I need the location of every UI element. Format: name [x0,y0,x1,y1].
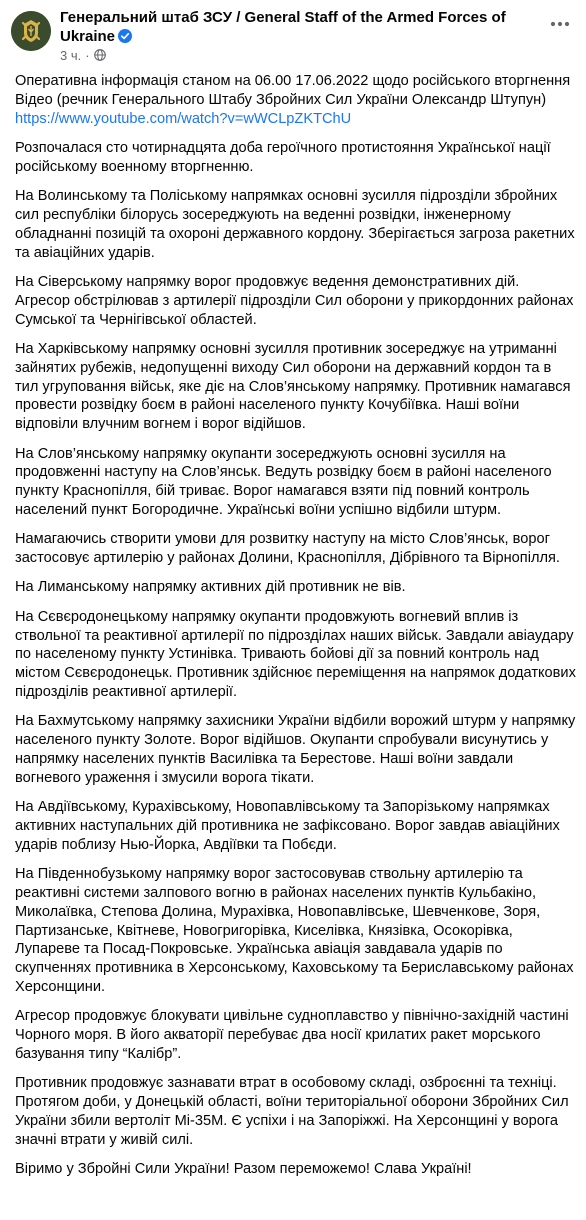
youtube-link[interactable]: https://www.youtube.com/watch?v=wWCLpZKTChU [15,110,352,127]
intro-video-credit: Відео (речник Генерального Штабу Збройних Сил України Олександр Штупун) [15,91,547,108]
post-paragraph: На Сіверському напрямку ворог продовжує ведення демонстративних дій. Агресор обстрілював з артилерії підрозділи Сил оборони у прикордонних районах Сумської та Чернігівської областей. [15,273,574,328]
post-body [15,72,577,1190]
post-paragraph: Розпочалася сто чотирнадцята доба героїчного протистояння Української нації російському военному вторгненню. [15,139,551,175]
coat-of-arms-icon [11,11,51,51]
post-paragraph: Агресор продовжує блокувати цивільне судноплавство у північно-західній частині Чорного моря. В його акваторії перебуває два носії крилатих ракет морського базування типу “Калібр”. [15,1008,569,1062]
post-timestamp[interactable]: 3 ч. [60,47,82,63]
meta-separator: · [85,47,90,63]
post-paragraph: На Слов’янському напрямку окупанти зосереджують основні зусилля на продовженні наступу на Слов’янськ. Ведуть розвідку боєм в районі населеного пункту Краснопілля, бій триває. Ворог намагався взяти під повний контроль населений пункт Богородичне. Українські воїни успішно відбили штурм. [15,445,552,518]
post-paragraph: На Південнобузькому напрямку ворог застосовував ствольну артилерію та реактивні системи залпового вогню в районах населених пунктів Кульбакіно, Миколаївка, Степова Долина, Мурахівка, Новопавлівське, Шевченкове, Зоря, Партизанське, Квітневе, Новогригорівка, Киселівка, Князівка, Осокорівка, Лупареве та Посад-Покровське. Українська авіація завдавала ударів по скупченнях противника в Херсонському, Каховському та Бериславському районах Херсонщини. [15,866,574,995]
avatar[interactable] [11,11,51,51]
intro-title: Оперативна інформація станом на 06.00 17.06.2022 щодо російського вторгнення [15,73,571,89]
post-paragraph: На Лиманському напрямку активних дій противник не вів. [15,579,406,596]
post-paragraph: Намагаючись створити умови для розвитку наступу на місто Слов’янськ, ворог застосовує артилерію у районах Долини, Краснопілля, Дібрівного та Вірнопілля. [15,531,560,567]
post-header [0,0,586,70]
post-paragraph: На Сєвєродонецькому напрямку окупанти продовжують вогневий вплив із ствольної та реактивної артилерії по підрозділах наших військ. Завдали авіаудару по населеному пункту Устинівка. Тривають бойові дії за повний контроль над містом Сєвєродонецьк. Противник здійснює переміщення на напрямок додаткових підрозділів реактивної артилерії. [15,608,576,701]
globe-icon[interactable] [94,49,106,61]
more-options-icon [550,21,570,27]
post-paragraph: На Харківському напрямку основні зусилля противник зосереджує на утриманні зайнятих рубежів, недопущенні виходу Сил оборони на державний кордон та в тил угруповання військ, яке діє на Слов’янському напрямку. Противник намагався провести розвідку боєм в районі населеного пункту Кочубіївка. Наші воїни відповіли влучним вогнем і ворог відійшов. [15,340,571,433]
more-options-button[interactable] [548,14,572,34]
post-paragraph: На Бахмутському напрямку захисники України відбили ворожий штурм у напрямку населеного пункту Золоте. Ворог відійшов. Окупанти спробували висунутись у напрямку населених пунктів Василівка та Берестове. Наші воїни завдали вогневого ураження і змусили ворога тікати. [15,713,576,786]
post-meta [60,47,106,63]
post-paragraph: На Волинському та Поліському напрямках основні зусилля підрозділи збройних сил республіки білорусь зосереджують на веденні розвідки, інженерному обладнанні позицій та охороні державного кордону. Зберігається загроза ракетних та авіаційних ударів. [15,188,575,261]
intro-block [15,72,577,128]
post-paragraph: Віримо у Збройні Сили України! Разом переможемо! Слава Україні! [15,1161,472,1178]
author-name-text[interactable]: Генеральний штаб ЗСУ / General Staff of the Armed Forces of Ukraine [60,9,506,45]
post-paragraph: На Авдіївському, Курахівському, Новопавлівському та Запорізькому напрямках активних наступальних дій противника не зафіксовано. Ворог завдав авіаційних ударів поблизу Нью-Йорка, Авдіївки та Побєди. [15,799,560,853]
verified-badge-icon [118,29,132,43]
author-name[interactable] [60,8,530,46]
post-paragraph: Противник продовжує зазнавати втрат в особовому складі, озброєнні та техніці. Протягом доби, у Донецькій області, воїни територіальної оборони Збройних Сил України збили вертоліт Мі-35М. Є успіхи і на Запоріжжі. На Херсонщині у ворога значні втрати у живій силі. [15,1075,569,1148]
